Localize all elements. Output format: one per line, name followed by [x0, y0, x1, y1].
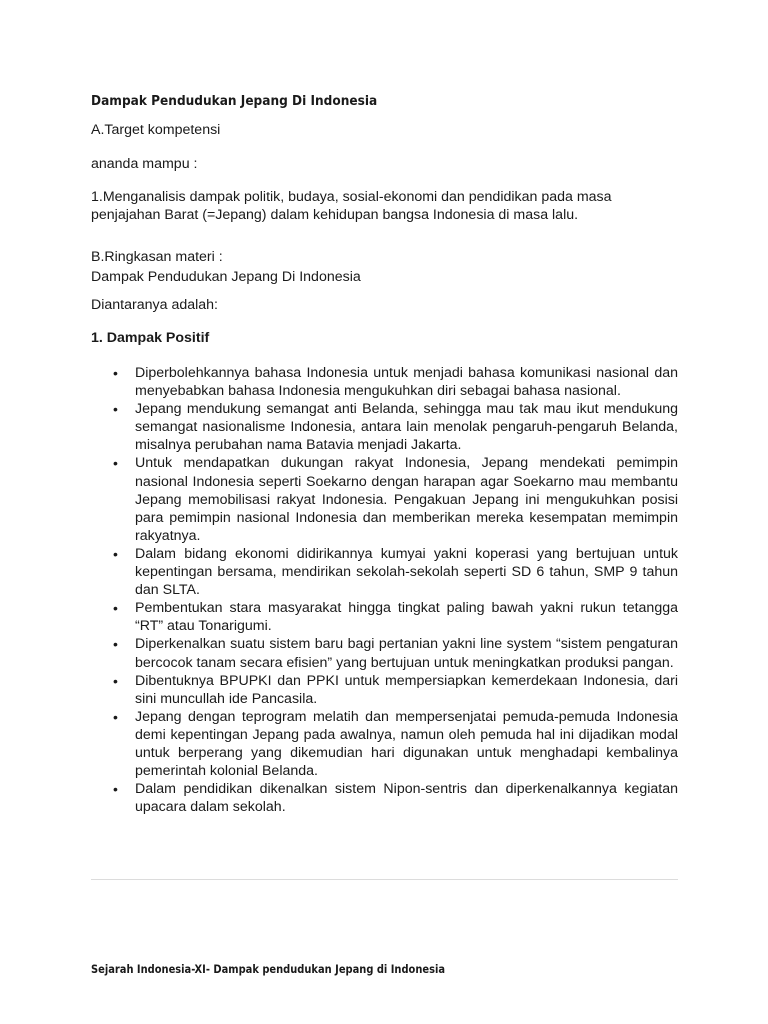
section-a-heading: A.Target kompetensi: [91, 122, 221, 138]
list-item-text: Untuk mendapatkan dukungan rakyat Indonesia, Jepang mendekati pemimpin nasional Indonesia seperti Soekarno dengan harapan agar Soekarno mau membantu Jepang memobilisasi rakyat Indonesia. Pengakuan Jepang ini mengukuhkan posisi para pemimpin nasional Indonesia dan memberikan mereka kesempatan memimpin rakyatnya.: [135, 455, 678, 544]
list-item: [91, 708, 678, 780]
objective-paragraph: 1.Menganalisis dampak politik, budaya, sosial-ekonomi dan pendidikan pada masa penjajahan Barat (=Jepang) dalam kehidupan bangsa Indonesia di masa lalu.: [91, 189, 612, 223]
list-item: [91, 599, 678, 635]
list-item: [91, 635, 678, 671]
bullet-icon: •: [113, 636, 118, 653]
list-item-text: Dibentuknya BPUPKI dan PPKI untuk mempersiapkan kemerdekaan Indonesia, dari sini muncullah ide Pancasila.: [135, 672, 678, 707]
section-b-subtitle: Dampak Pendudukan Jepang Di Indonesia: [91, 269, 361, 285]
bullet-icon: •: [113, 545, 118, 562]
list-item-text: Diperbolehkannya bahasa Indonesia untuk menjadi bahasa komunikasi nasional dan menyebabkan bahasa Indonesia mengukuhkan diri sebagai bahasa nasional.: [135, 365, 678, 400]
list-item: [91, 454, 678, 544]
bullet-icon: •: [113, 365, 118, 381]
list-item: [91, 780, 678, 816]
section-b-heading: B.Ringkasan materi :: [91, 249, 223, 265]
bullet-icon: •: [113, 672, 118, 689]
list-item-text: Pembentukan stara masyarakat hingga tingkat paling bawah yakni rukun tetangga “RT” atau Tonarigumi.: [135, 600, 678, 635]
page-divider: [91, 879, 678, 880]
list-item: [91, 545, 678, 599]
intro-text: ananda mampu :: [91, 156, 198, 172]
bullet-icon: •: [113, 708, 118, 725]
bullet-icon: •: [113, 781, 118, 798]
bullet-icon: •: [113, 600, 118, 617]
list-item-text: Jepang dengan teprogram melatih dan mempersenjatai pemuda-pemuda Indonesia demi kepentingan Jepang pada awalnya, namun oleh pemuda hal ini dijadikan modal untuk berperang yang dikemudian hari digunakan untuk menghadapi kembalinya pemerintah kolonial Belanda.: [135, 708, 678, 780]
positive-impact-heading: 1. Dampak Positif: [91, 330, 210, 346]
page-footer: Sejarah Indonesia-XI- Dampak pendudukan Jepang di Indonesia: [91, 962, 446, 976]
list-item-text: Jepang mendukung semangat anti Belanda, sehingga mau tak mau ikut mendukung semangat nasionalisme Indonesia, antara lain menolak pengaruh-pengaruh Belanda, misalnya perubahan nama Batavia menjadi Jakarta.: [135, 401, 678, 454]
list-item: [91, 400, 678, 454]
list-item-text: Dalam pendidikan dikenalkan sistem Nipon-sentris dan diperkenalkannya kegiatan upacara dalam sekolah.: [135, 781, 678, 816]
list-item: [91, 672, 678, 708]
list-item-text: Dalam bidang ekonomi didirikannya kumyai yakni koperasi yang bertujuan untuk kepentingan bersama, mendirikan sekolah-sekolah seperti SD 6 tahun, SMP 9 tahun dan SLTA.: [135, 545, 678, 599]
bullet-icon: •: [113, 401, 118, 418]
list-item: [91, 364, 678, 400]
lead-text: Diantaranya adalah:: [91, 297, 218, 313]
positive-impact-list: [91, 364, 678, 816]
bullet-icon: •: [113, 455, 118, 472]
document-title: Dampak Pendudukan Jepang Di Indonesia: [91, 93, 378, 109]
list-item-text: Diperkenalkan suatu sistem baru bagi pertanian yakni line system “sistem pengaturan bercocok tanam secara efisien” yang bertujuan untuk meningkatkan produksi pangan.: [135, 636, 678, 671]
